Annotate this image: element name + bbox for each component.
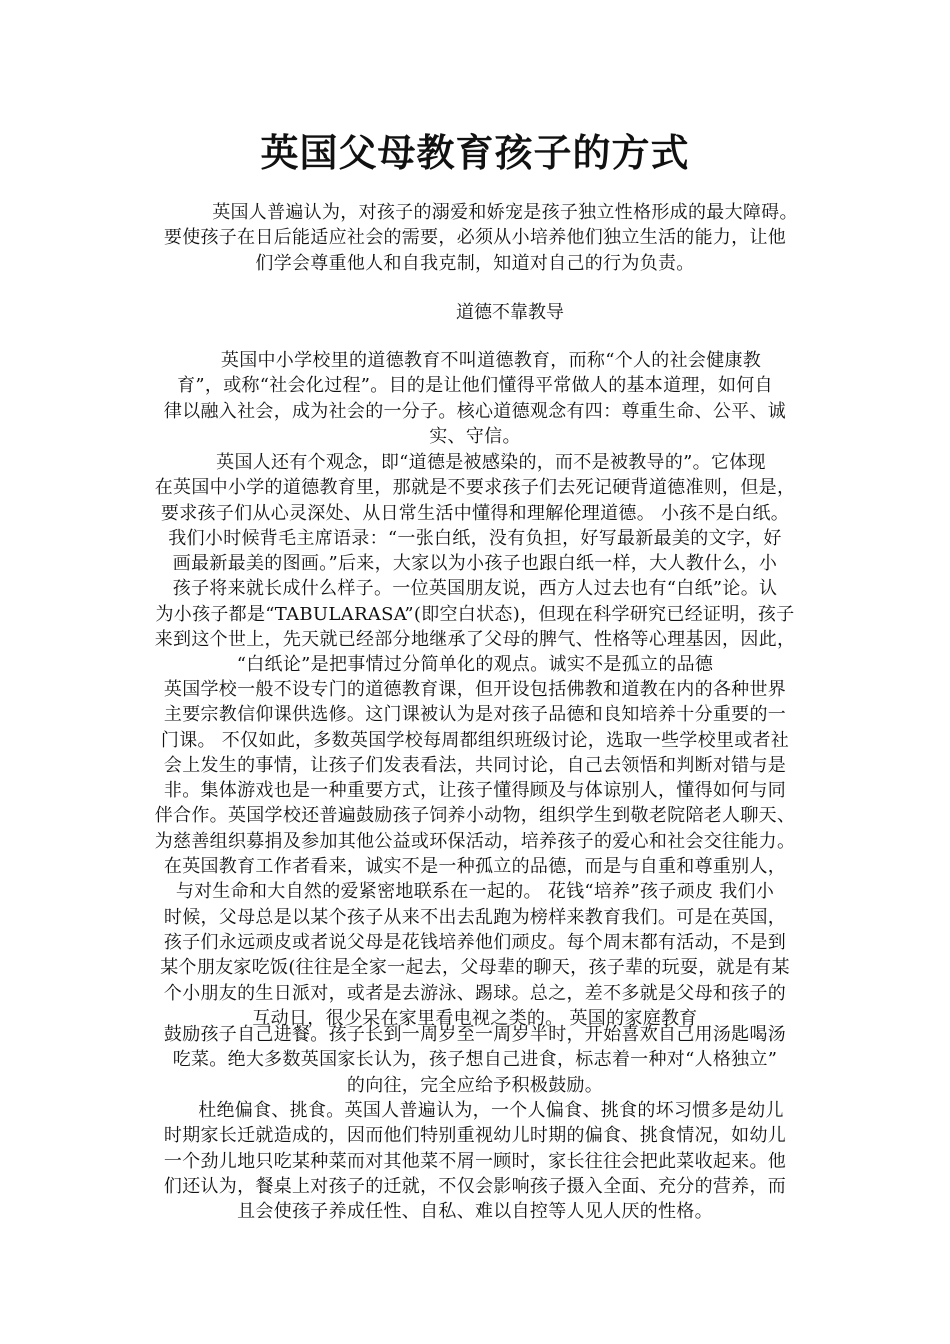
text-line: 我们小时候背毛主席语录：“一张白纸，没有负担，好写最新最美的文字，好 — [168, 527, 782, 549]
text-line: 英国中小学校里的道德教育不叫道德教育，而称“个人的社会健康教 — [220, 350, 762, 371]
text-line: 在英国教育工作者看来，诚实不是一种孤立的品德，而是与自重和尊重别人， — [163, 856, 787, 878]
text-line: 为小孩子都是“TABULARASA”(即空白状态)，但现在科学研究已经证明，孩子 — [155, 603, 795, 625]
intro-paragraph — [0, 200, 950, 276]
text-line: 英国学校一般不设专门的道德教育课，但开设包括佛教和道教在内的各种世界 — [163, 679, 787, 700]
text-line: 个小朋友的生日派对，或者是去游泳、踢球。总之，差不多就是父母和孩子的 — [163, 982, 787, 1004]
text-line: 杜绝偏食、挑食。英国人普遍认为，一个人偏食、挑食的坏习惯多是幼儿 — [198, 1100, 784, 1121]
text-line: 门课。 不仅如此，多数英国学校每周都组织班级讨论，选取一些学校里或者社 — [160, 729, 790, 751]
text-line: 孩子们永远顽皮或者说父母是花钱培养他们顽皮。每个周末都有活动，不是到 — [163, 931, 787, 953]
text-line: 画最新最美的图画。”后来，大家以为小孩子也跟白纸一样，大人教什么，小 — [172, 553, 778, 575]
text-line: 某个朋友家吃饭(往往是全家一起去，父母辈的聊天，孩子辈的玩耍，就是有某 — [160, 957, 790, 979]
text-line: 实、守信。 — [429, 425, 521, 447]
text-line: 为慈善组织募捐及参加其他公益或环保活动，培养孩子的爱心和社会交往能力。 — [154, 830, 796, 852]
text-line: 且会使孩子养成任性、自私、难以自控等人见人厌的性格。 — [237, 1201, 713, 1223]
text-line: 互动日，很少呆在家里看电视之类的。 英国的家庭教育 — [252, 1007, 698, 1029]
document-title: 英国父母教育孩子的方式 — [260, 131, 690, 175]
text-line: 来到这个世上，先天就已经部分地继承了父母的脾气、性格等心理基因，因此， — [154, 629, 796, 651]
text-line: 鼓励孩子自己进餐。孩子长到一周岁至一周岁半时，开始喜欢自己用汤匙喝汤 — [163, 1024, 787, 1045]
text-line: 一个劲儿地只吃某种菜而对其他菜不屑一顾时，家长往往会把此菜收起来。他 — [163, 1150, 787, 1172]
text-line: 孩子将来就长成什么样子。一位英国朋友说，西方人过去也有“白纸”论。认 — [172, 578, 778, 600]
paragraph-4 — [0, 1022, 950, 1098]
text-line: 要求孩子们从心灵深处、从日常生活中懂得和理解伦理道德。 小孩不是白纸。 — [160, 502, 790, 524]
text-line: 在英国中小学的道德教育里，那就是不要求孩子们去死记硬背道德准则，但是， — [154, 477, 796, 499]
paragraph-3 — [0, 677, 950, 1031]
text-line: 律以融入社会，成为社会的一分子。核心道德观念有四：尊重生命、公平、诚 — [163, 400, 787, 422]
text-line: 时候，父母总是以某个孩子从来不出去乱跑为榜样来教育我们。可是在英国， — [163, 906, 787, 928]
text-line: 育”，或称“社会化过程”。目的是让他们懂得平常做人的基本道理，如何自 — [177, 375, 773, 397]
paragraph-5 — [0, 1098, 950, 1224]
paragraph-2 — [0, 450, 950, 678]
text-line: 与对生命和大自然的爱紧密地联系在一起的。 花钱“培养”孩子顽皮 我们小 — [175, 881, 775, 903]
text-line: 主要宗教信仰课供选修。这门课被认为是对孩子品德和良知培养十分重要的一 — [163, 704, 787, 726]
text-line: 的向往，完全应给予积极鼓励。 — [346, 1074, 604, 1096]
text-line: 英国人还有个观念，即“道德是被感染的，而不是被教导的”。它体现 — [216, 452, 766, 473]
text-line: 们还认为，餐桌上对孩子的迁就，不仅会影响孩子摄入全面、充分的营养，而 — [163, 1175, 787, 1197]
text-line: 伴合作。英国学校还普遍鼓励孩子饲养小动物，组织学生到敬老院陪老人聊天、 — [154, 805, 796, 827]
text-line: 们学会尊重他人和自我克制，知道对自己的行为负责。 — [255, 252, 695, 274]
text-line: “白纸论”是把事情过分简单化的观点。诚实不是孤立的品德 — [236, 654, 714, 676]
text-line: 要使孩子在日后能适应社会的需要，必须从小培养他们独立生活的能力，让他 — [163, 227, 787, 249]
text-line: 时期家长迁就造成的，因而他们特别重视幼儿时期的偏食、挑食情况，如幼儿 — [163, 1125, 787, 1147]
text-line: 会上发生的事情，让孩子们发表看法，共同讨论，自己去领悟和判断对错与是 — [163, 754, 787, 776]
text-line: 英国人普遍认为，对孩子的溺爱和娇宠是孩子独立性格形成的最大障碍。 — [212, 202, 798, 223]
paragraph-1 — [0, 348, 950, 449]
section-heading: 道德不靠教导 — [456, 302, 564, 323]
text-line: 非。集体游戏也是一种重要方式，让孩子懂得顾及与体谅别人，懂得如何与同 — [163, 780, 787, 802]
text-line: 吃菜。绝大多数英国家长认为，孩子想自己进食，标志着一种对“人格独立” — [172, 1049, 778, 1071]
